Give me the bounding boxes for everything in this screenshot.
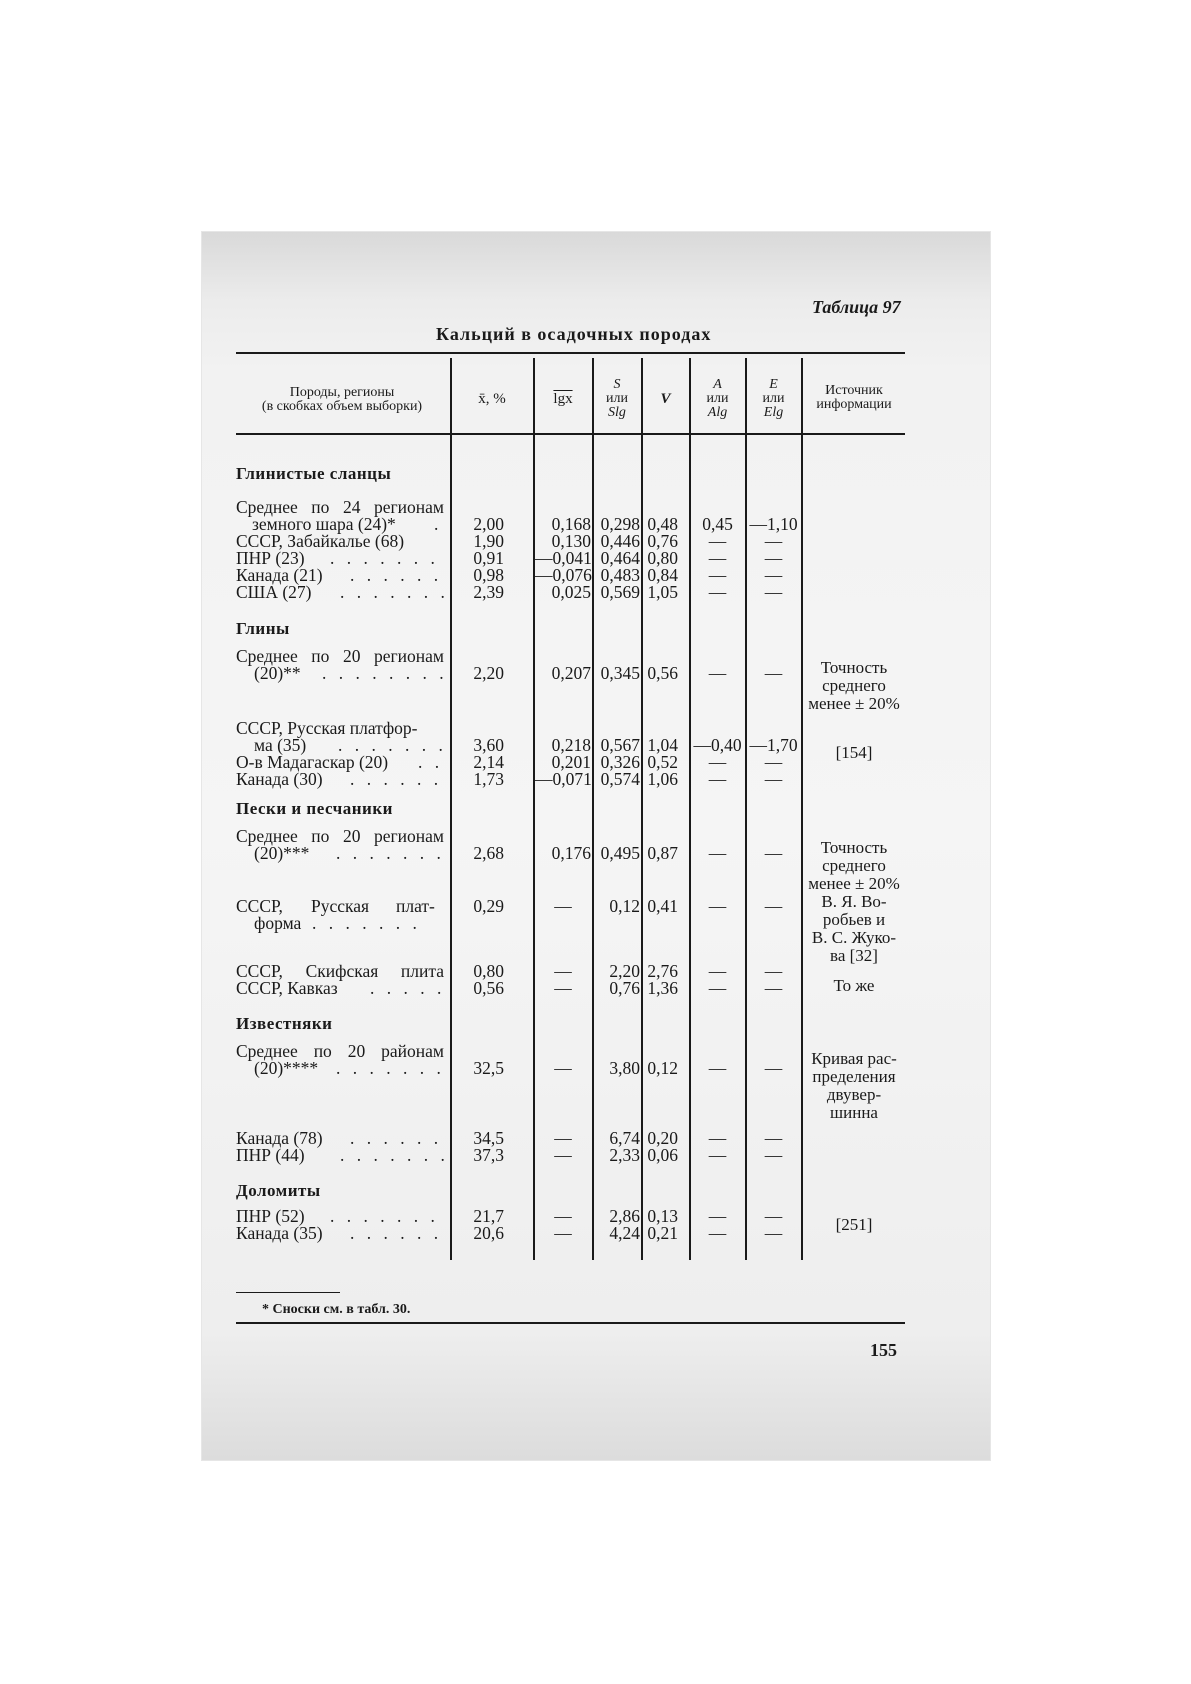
col-rule-1 xyxy=(450,358,452,1260)
page-number: 155 xyxy=(870,1340,897,1360)
col-rule-7 xyxy=(801,358,803,1260)
footnote-rule xyxy=(236,1292,340,1293)
source-dolomites: [251] xyxy=(835,1215,873,1234)
header-xbar: x̄, % xyxy=(478,391,506,407)
header-bottom-rule xyxy=(236,433,905,435)
footnote: * Сноски см. в табл. 30. xyxy=(262,1302,411,1317)
header-v: V xyxy=(660,391,671,407)
header-top-rule xyxy=(236,352,905,354)
col-rule-3 xyxy=(592,358,594,1260)
section-title-shales: Глинистые сланцы xyxy=(236,464,392,483)
table-title: Кальций в осадочных породах xyxy=(436,324,712,344)
table-label: Таблица 97 xyxy=(812,297,901,317)
footer-rule xyxy=(236,1322,905,1324)
section-title-sands: Пески и песчаники xyxy=(236,799,393,818)
col-rule-2 xyxy=(533,358,535,1260)
section-title-limestones: Известняки xyxy=(236,1014,333,1033)
col-rule-5 xyxy=(689,358,691,1260)
col-rule-4 xyxy=(641,358,643,1260)
section-title-clays: Глины xyxy=(236,619,290,638)
col-rule-6 xyxy=(745,358,747,1260)
section-title-dolomites: Доломиты xyxy=(236,1181,321,1200)
header-lgx: $\overline{lgx}$ xyxy=(553,391,573,407)
